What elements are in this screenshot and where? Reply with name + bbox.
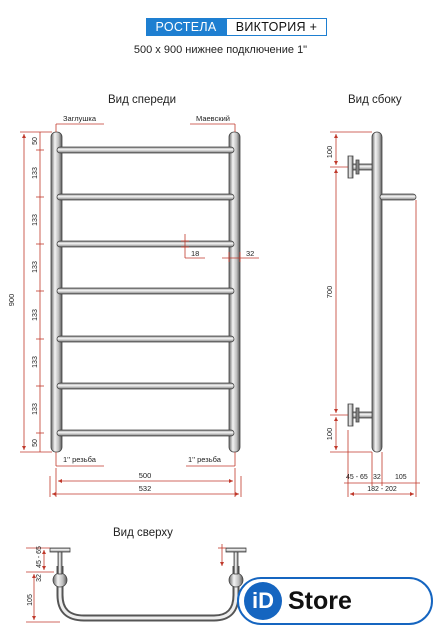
- rung: [57, 147, 234, 153]
- dim-seg-2: 133: [32, 167, 39, 179]
- dim-seg-3: 133: [32, 214, 39, 226]
- dim-side-gap: 32: [246, 249, 255, 258]
- top-rung: [60, 566, 236, 618]
- rung: [57, 288, 234, 294]
- rung: [57, 383, 234, 389]
- plug-label: Заглушка: [63, 114, 97, 123]
- left-pipe-end: [53, 573, 67, 587]
- model-label: ВИКТОРИЯ +: [226, 18, 327, 36]
- rung: [57, 194, 234, 200]
- dim-seg-4: 133: [32, 261, 39, 273]
- dim-top-b: 45 - 65: [36, 546, 43, 568]
- rung: [57, 336, 234, 342]
- dim-side-shelf: 105: [395, 474, 407, 481]
- rungs: [57, 147, 234, 436]
- dim-rung-offset: 18: [191, 249, 200, 258]
- thread-left-label: 1'' резьба: [63, 455, 96, 464]
- rung: [57, 241, 234, 247]
- top-view: [26, 544, 246, 622]
- top-brackets: [50, 548, 246, 574]
- dim-top-c: 105: [27, 594, 34, 606]
- dim-side-bracket: 45 - 65: [346, 474, 368, 481]
- rung: [57, 430, 234, 436]
- dim-side-depth: 182 - 202: [367, 486, 397, 493]
- dim-width-outer: 532: [138, 484, 152, 493]
- dim-total-height: 900: [7, 293, 16, 307]
- dim-side-bottom: 100: [325, 427, 334, 441]
- dim-seg-1: 50: [32, 137, 39, 145]
- dim-seg-6: 133: [32, 356, 39, 368]
- top-bracket: [348, 156, 372, 178]
- dim-top-a: 32: [36, 574, 43, 582]
- side-view-title: Вид сбоку: [348, 94, 402, 106]
- dim-seg-8: 50: [32, 439, 39, 447]
- bottom-bracket: [348, 404, 372, 426]
- right-pipe-end: [229, 573, 243, 587]
- thread-right-label: 1'' резьба: [188, 455, 221, 464]
- logo-word: Store: [288, 586, 352, 615]
- segment-dimension-labels: [32, 137, 39, 447]
- side-pipe: [372, 132, 382, 452]
- front-view: [7, 114, 259, 497]
- dim-width-inner: 500: [138, 471, 152, 480]
- valve-label: Маевский: [196, 114, 230, 123]
- top-view-title: Вид сверху: [113, 527, 173, 539]
- dim-side-top: 100: [325, 145, 334, 159]
- logo-mark: iD: [244, 582, 282, 620]
- side-shelf: [380, 194, 416, 200]
- side-view: [325, 132, 420, 497]
- dim-side-mid: 700: [325, 285, 334, 299]
- front-view-title: Вид спереди: [108, 94, 177, 106]
- product-subtitle: 500 x 900 нижнее подключение 1": [133, 44, 308, 56]
- dim-seg-7: 133: [32, 403, 39, 415]
- idstore-logo: [237, 577, 433, 625]
- brand-label: РОСТЕЛА: [146, 18, 226, 36]
- dim-side-gap: 32: [373, 474, 381, 481]
- dim-seg-5: 133: [32, 309, 39, 321]
